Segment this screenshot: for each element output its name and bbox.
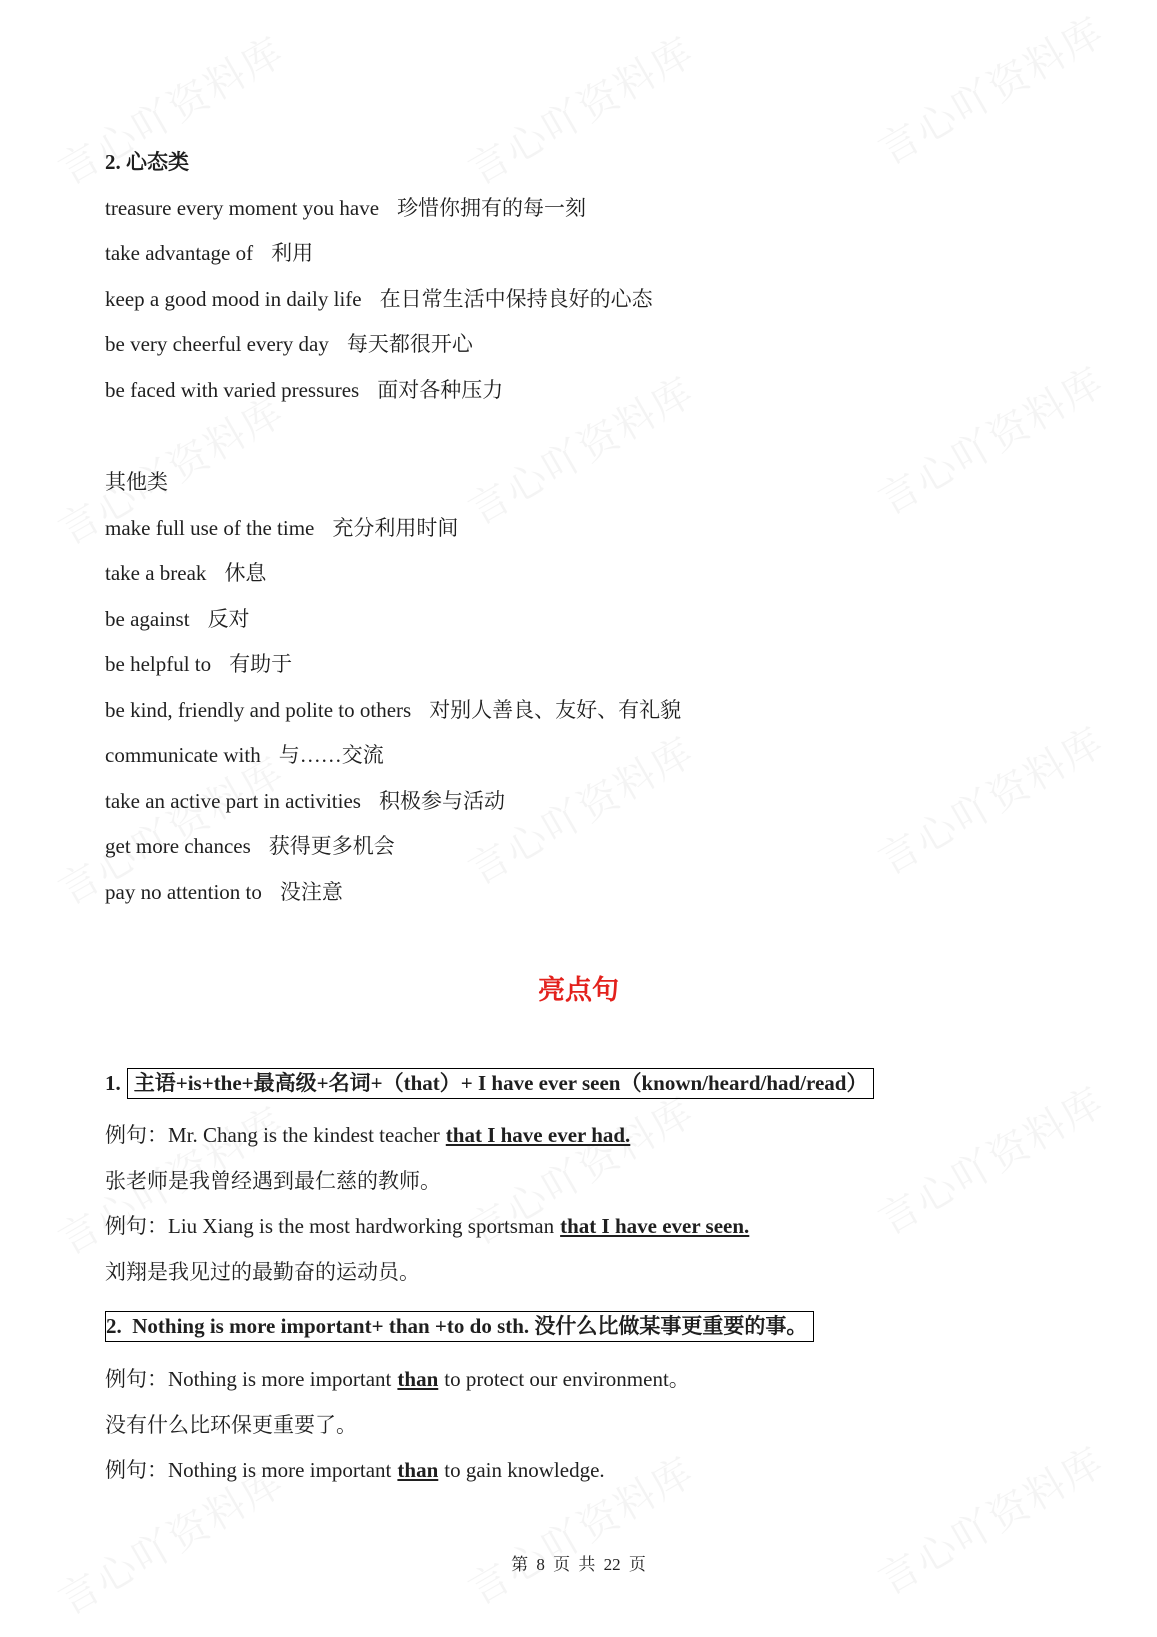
pattern-rule-box: 主语+is+the+最高级+名词+（that）+ I have ever seen（known/heard/had/read） [127, 1068, 875, 1099]
phrase-en: treasure every moment you have [105, 195, 380, 220]
phrase-zh: 充分利用时间 [332, 515, 459, 540]
phrase-en: communicate with [105, 743, 261, 767]
phrase-item [105, 688, 1085, 734]
phrase-zh: 面对各种压力 [377, 377, 504, 402]
example-label: 例句： [105, 1367, 168, 1391]
phrase-item [105, 551, 1085, 597]
pattern-rule-text: Nothing is more important+ than +to do sth. 没什么比做某事更重要的事。 [132, 1314, 808, 1338]
phrase-zh: 在日常生活中保持良好的心态 [379, 286, 653, 311]
phrase-zh: 有助于 [229, 652, 293, 676]
phrase-en: keep a good mood in daily life [105, 286, 362, 311]
example-translation: 没有什么比环保更重要了。 [105, 1412, 357, 1437]
example-label: 例句： [105, 1123, 168, 1147]
example-key: than [397, 1367, 439, 1391]
example-text: Mr. Chang is the kindest teacher [168, 1123, 440, 1147]
phrase-en: get more chances [105, 834, 251, 858]
example-text: Nothing is more important [168, 1458, 392, 1482]
pattern-examples [105, 1357, 1085, 1494]
phrase-zh: 获得更多机会 [268, 834, 395, 858]
example-label: 例句： [105, 1214, 168, 1238]
phrase-en: be very cheerful every day [105, 332, 329, 356]
phrase-en: take an active part in activities [105, 788, 361, 813]
pattern-rule [105, 1068, 874, 1100]
phrase-en: be helpful to [105, 652, 212, 676]
phrase-en: be faced with varied pressures [105, 377, 360, 402]
phrase-item [105, 597, 1085, 643]
example-label: 例句： [105, 1458, 168, 1482]
phrase-zh: 对别人善良、友好、有礼貌 [429, 697, 682, 722]
phrase-item [105, 870, 1085, 916]
example-translation: 张老师是我曾经遇到最仁慈的教师。 [105, 1168, 441, 1193]
page-footer: 第 8 页 共 22 页 [511, 1555, 646, 1574]
phrase-zh: 每天都很开心 [346, 332, 473, 356]
phrase-en: be kind, friendly and polite to others [105, 697, 412, 722]
example-key: that I have ever had. [445, 1123, 631, 1147]
example-key: than [397, 1458, 439, 1482]
phrase-item [105, 231, 1085, 277]
example-tail: to protect our environment。 [444, 1367, 690, 1391]
example-text: Nothing is more important [168, 1367, 392, 1391]
pattern-number: 1. [105, 1071, 121, 1095]
phrase-en: pay no attention to [105, 879, 262, 904]
attitude-section [105, 140, 1085, 413]
phrase-item [105, 506, 1085, 552]
phrase-item [105, 733, 1085, 779]
pattern-examples [105, 1113, 1085, 1295]
phrase-item [105, 779, 1085, 825]
phrase-item [105, 322, 1085, 368]
example-key: that I have ever seen. [560, 1214, 750, 1238]
phrase-en: make full use of the time [105, 515, 315, 540]
phrase-zh: 休息 [224, 561, 267, 585]
phrase-zh: 珍惜你拥有的每一刻 [397, 195, 587, 220]
phrase-item [105, 642, 1085, 688]
phrase-en: take a break [105, 561, 207, 585]
pattern-rule-box [105, 1311, 814, 1342]
other-section [105, 460, 1085, 915]
phrase-zh: 积极参与活动 [378, 788, 505, 813]
example-tail: to gain knowledge. [444, 1458, 605, 1482]
phrase-item [105, 277, 1085, 323]
example-sentence [105, 1113, 1085, 1159]
phrase-en: take advantage of [105, 241, 254, 265]
phrase-zh: 与……交流 [278, 743, 384, 767]
phrase-zh: 反对 [207, 606, 250, 631]
phrase-en: be against [105, 606, 190, 631]
example-sentence [105, 1448, 1085, 1494]
phrase-zh: 没注意 [279, 879, 343, 904]
pattern-number: 2. [106, 1314, 122, 1338]
highlight-title: 亮点句 [538, 975, 619, 1005]
example-sentence [105, 1357, 1085, 1403]
phrase-zh: 利用 [271, 241, 314, 265]
example-text: Liu Xiang is the most hardworking sportsman [168, 1214, 555, 1238]
phrase-item [105, 824, 1085, 870]
pattern-rule [105, 1311, 814, 1343]
phrase-item [105, 186, 1085, 232]
section-heading: 其他类 [105, 470, 168, 494]
example-translation: 刘翔是我见过的最勤奋的运动员。 [105, 1259, 420, 1284]
section-heading: 2. 心态类 [105, 150, 189, 174]
example-sentence [105, 1204, 1085, 1250]
phrase-item [105, 368, 1085, 414]
